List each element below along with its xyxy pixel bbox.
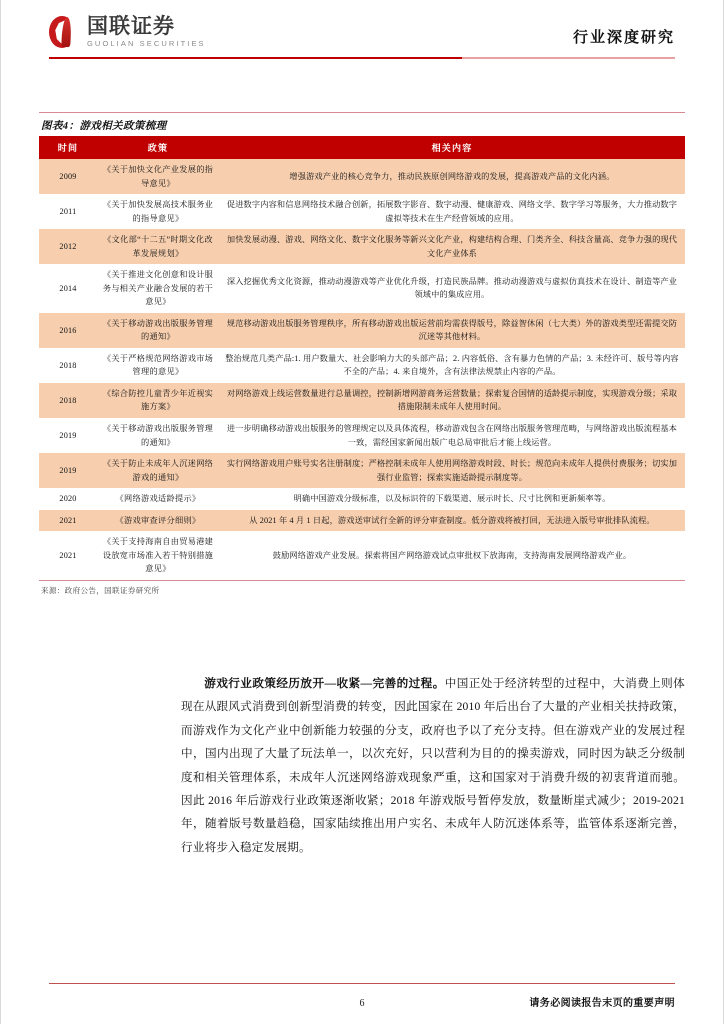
cell-policy: 《游戏审查评分细则》 xyxy=(97,510,219,532)
table-header-row xyxy=(39,136,685,159)
table-row xyxy=(39,453,685,488)
policy-table xyxy=(39,136,685,580)
logo-text xyxy=(87,16,206,48)
cell-content: 深入挖掘优秀文化资源，推动动漫游戏等产业优化升级，打造民族品牌。推动动漫游戏与虚拟仿真技术在设计、制造等产业领域中的集成应用。 xyxy=(219,264,685,313)
cell-year: 2019 xyxy=(39,453,97,488)
table-row xyxy=(39,194,685,229)
figure-source: 来源：政府公告，国联证券研究所 xyxy=(41,585,160,595)
cell-content: 进一步明确移动游戏出版服务的管理规定以及具体流程，移动游戏包含在网络出版服务管理范畴，与网络游戏出版流程基本一致，需经国家新闻出版广电总局审批后才能上线运营。 xyxy=(219,418,685,453)
company-logo xyxy=(49,14,206,50)
cell-policy: 《关于推进文化创意和设计服务与相关产业融合发展的若干意见》 xyxy=(97,264,219,313)
cell-year: 2018 xyxy=(39,348,97,383)
cell-content: 鼓励网络游戏产业发展。探索将国产网络游戏试点审批权下放海南，支持海南发展网络游戏产业。 xyxy=(219,531,685,580)
logo-name-cn: 国联证券 xyxy=(87,15,175,39)
cell-policy: 《关于加快文化产业发展的指导意见》 xyxy=(97,159,219,194)
cell-policy: 《综合防控儿童青少年近视实施方案》 xyxy=(97,383,219,418)
cell-year: 2016 xyxy=(39,313,97,348)
cell-year: 2021 xyxy=(39,531,97,580)
cell-content: 增强游戏产业的核心竞争力，推动民族原创网络游戏的发展，提高游戏产品的文化内涵。 xyxy=(219,159,685,194)
body-paragraph xyxy=(181,672,685,859)
cell-policy: 《网络游戏适龄提示》 xyxy=(97,488,219,510)
table-row xyxy=(39,383,685,418)
cell-policy: 《关于加快发展高技术服务业的指导意见》 xyxy=(97,194,219,229)
guolian-logo-icon xyxy=(49,14,79,50)
cell-year: 2012 xyxy=(39,229,97,264)
footer-divider xyxy=(49,983,675,985)
paragraph-lead: 游戏行业政策经历放开—收紧—完善的过程。 xyxy=(204,677,445,690)
page-header xyxy=(1,0,723,72)
cell-policy: 《文化部“十二五”时期文化改革发展规划》 xyxy=(97,229,219,264)
table-row xyxy=(39,264,685,313)
cell-year: 2018 xyxy=(39,383,97,418)
cell-policy: 《关于移动游戏出版服务管理的通知》 xyxy=(97,418,219,453)
report-category-label: 行业深度研究 xyxy=(572,30,675,46)
table-row xyxy=(39,418,685,453)
figure-top-divider xyxy=(39,112,685,113)
page-number: 6 xyxy=(359,998,365,1009)
cell-content: 实行网络游戏用户账号实名注册制度；严格控制未成年人使用网络游戏时段、时长；规范向未成年人提供付费服务；切实加强行业监管；探索实施适龄提示制度等。 xyxy=(219,453,685,488)
column-header-content: 相关内容 xyxy=(219,136,685,159)
policy-table-body xyxy=(39,159,685,580)
cell-content: 促进数字内容和信息网络技术融合创新，拓展数字影音、数字动漫、健康游戏、网络文学、数字学习等服务，大力推动数字虚拟等技术在生产经营领域的应用。 xyxy=(219,194,685,229)
cell-content: 从 2021 年 4 月 1 日起，游戏送审试行全新的评分审查制度。低分游戏将被打回，无法进入版号审批排队流程。 xyxy=(219,510,685,532)
cell-policy: 《关于严格规范网络游戏市场管理的意见》 xyxy=(97,348,219,383)
cell-policy: 《关于移动游戏出版服务管理的通知》 xyxy=(97,313,219,348)
logo-name-en: GUOLIAN SECURITIES xyxy=(87,39,206,49)
paragraph-text: 中国正处于经济转型的过程中，大消费上则体现在从跟风式消费到创新型消费的转变，因此国家在 2010 年后出台了大量的产业相关扶持政策，而游戏作为文化产业中创新能力较强的分支，政府也予以了充分支持。但在游戏产业的发展过程中，国内出现了大量了玩法单一，以次充好，只以营利为目的的操卖游戏，同时因为缺乏分级制度和相关管理体系，未成年人沉迷网络游戏现象严重，这和国家对于消费升级的初衷背道而驰。因此 2016 年后游戏行业政策逐渐收紧；2018 年游戏版号暂停发放，数量断崖式减少；2019-2021 年，随着版号数量趋稳，国家陆续推出用户实名、未成年人防沉迷体系等，监管体系逐渐完善，行业将步入稳定发展期。 xyxy=(181,677,685,854)
header-divider xyxy=(49,57,675,59)
figure-title: 图表4：游戏相关政策梳理 xyxy=(41,121,167,132)
cell-content: 加快发展动漫、游戏、网络文化、数字文化服务等新兴文化产业，构建结构合理、门类齐全、科技含量高、竞争力强的现代文化产业体系 xyxy=(219,229,685,264)
table-row xyxy=(39,229,685,264)
table-row xyxy=(39,510,685,532)
cell-policy: 《关于防止未成年人沉迷网络游戏的通知》 xyxy=(97,453,219,488)
cell-content: 规范移动游戏出版服务管理秩序，所有移动游戏出版运营前均需获得版号，除益智休闲（七大类）外的游戏类型还需提交防沉迷等其他材料。 xyxy=(219,313,685,348)
cell-content: 明确中国游戏分级标准，以及标识符的下载渠道、展示时长、尺寸比例和更新频率等。 xyxy=(219,488,685,510)
cell-year: 2011 xyxy=(39,194,97,229)
table-row xyxy=(39,159,685,194)
table-row xyxy=(39,348,685,383)
cell-policy: 《关于支持海南自由贸易港建设放宽市场准入若干特别措施意见》 xyxy=(97,531,219,580)
cell-year: 2021 xyxy=(39,510,97,532)
figure-block xyxy=(39,112,685,596)
cell-content: 整治规范几类产品:1. 用户数量大、社会影响力大的头部产品；2. 内容低俗、含有暴力色情的产品；3. 未经许可、版号等内容不全的产品；4. 来自境外，含有法律法规禁止内容的产品。 xyxy=(219,348,685,383)
cell-year: 2019 xyxy=(39,418,97,453)
column-header-time: 时间 xyxy=(39,136,97,159)
table-row xyxy=(39,488,685,510)
cell-content: 对网络游戏上线运营数量进行总量调控，控制新增网游商务运营数量；探索复合国情的适龄提示制度，实现游戏分级；采取措施限制未成年人使用时间。 xyxy=(219,383,685,418)
cell-year: 2009 xyxy=(39,159,97,194)
column-header-policy: 政策 xyxy=(97,136,219,159)
footer-disclaimer: 请务必阅读报告末页的重要声明 xyxy=(529,998,675,1009)
cell-year: 2014 xyxy=(39,264,97,313)
table-row xyxy=(39,531,685,580)
table-row xyxy=(39,313,685,348)
cell-year: 2020 xyxy=(39,488,97,510)
